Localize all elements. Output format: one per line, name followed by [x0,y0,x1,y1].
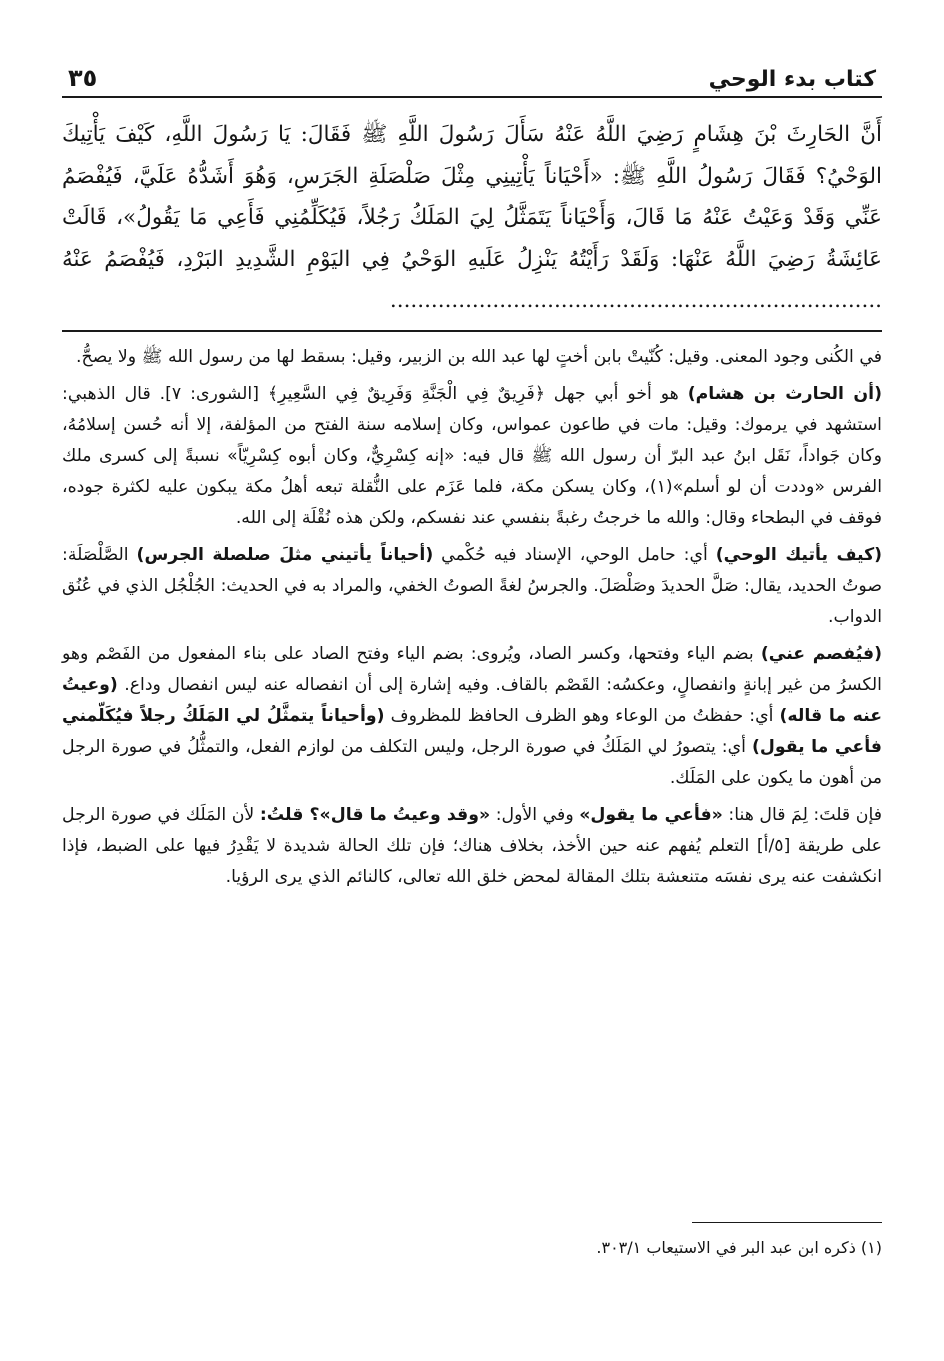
commentary-lemma: «فأعي ما يقول» [579,804,723,825]
commentary-text: لأن المَلَك في صورة الرجل على طريقة [٥/أ] التعلم يُفهم عنه حين الأخذ، بخلاف هناك؛ فإن تلك الحالة شديدة لا يَقْدِرُ فيها على الضبط، فإذا انكشفت عنه يرى نفسَه متنعشة بتلك المقالة لمحض خلق الله تعالى، كالنائم الذي يرى الرؤيا. [62,804,882,887]
footnote-divider [692,1222,882,1223]
commentary-text: أي: حامل الوحي، الإسناد فيه حُكْمي [433,544,716,565]
text-divider [62,330,882,332]
commentary [62,342,882,893]
page-header [62,44,882,98]
commentary-paragraph-2 [62,379,882,534]
commentary-lemma: «وقد وعيتُ ما قال»؟ قلتُ: [259,804,491,825]
commentary-lemma: (أحياناً يأتيني مثلَ صلصلة الجرس) [136,544,434,565]
commentary-paragraph-5 [62,800,882,893]
running-title: كتاب بدء الوحي [708,67,876,92]
commentary-paragraph-4 [62,639,882,794]
commentary-text: فإن قلتَ: لِمَ قال هنا: [722,804,882,825]
commentary-text: هو أخو أبي جهل ﴿فَرِيقٌ فِي الْجَنَّةِ وَفَرِيقٌ فِي السَّعِيرِ﴾ [الشورى: ٧]. قال الذهبي: استشهد في يرموك: وقيل: مات في طاعون عمواس، وكان إسلامه سنة الفتح من المؤلفة، إلا أنه حُسن إسلامُهُ، وكان جَواداً، نَقَل ابنُ عبد البرّ أن رسول الله ﷺ قال فيه: «إنه كِسْرِيٌّ، وكان أبوه كِسْرِيّاً» نسبةً إلى كسرى ملك الفرس «وددت أن لو أسلم»(١)، وكان يسكن مكة، فلما عَزَم على النُّقلة تبعه أهلُ مكة يبكون عليه لكثرة جوده، فوقف في البطحاء وقال: والله ما خرجتُ رغبةً بنفسي عند نفسكم، ولكن هذه نُقْلَة إلى الله. [62,383,883,528]
hadith-body: أَنَّ الحَارِثَ بْنَ هِشَامٍ رَضِيَ اللَّهُ عَنْهُ سَأَلَ رَسُولَ اللَّهِ ﷺ فَقَالَ: يَا رَسُولَ اللَّهِ، كَيْفَ يَأْتِيكَ الوَحْيُ؟ فَقَالَ رَسُولُ اللَّهِ ﷺ: «أَحْيَاناً يَأْتِينِي مِثْلَ صَلْصَلَةِ الجَرَسِ، وَهُوَ أَشَدُّهُ عَلَيَّ، فَيُفْصَمُ عَنِّي وَقَدْ وَعَيْتُ عَنْهُ مَا قَالَ، وَأَحْيَاناً يَتَمَثَّلُ لِيَ المَلَكُ رَجُلاً، فَيُكَلِّمُنِي فَأَعِي مَا يَقُولُ»، قَالَتْ عَائِشَةُ رَضِيَ اللَّهُ عَنْهَا: وَلَقَدْ رَأَيْتُهُ يَنْزِلُ عَلَيهِ الوَحْيُ فِي اليَوْمِ الشَّدِيدِ البَرْدِ، فَيُفْصَمُ عَنْهُ [62,122,882,272]
commentary-paragraph-1 [62,342,882,373]
commentary-text: أي: حفظتُ من الوعاء وهو الظرف الحافظ للمظروف [384,705,780,726]
commentary-text: وفي الأول: [490,804,580,825]
commentary-text: في الكُنى وجود المعنى. وقيل: كُنّيتْ بابن أختٍ لها عبد الله بن الزبير، وقيل: بسقط لها من رسول الله ﷺ ولا يصحُّ. [76,346,882,367]
commentary-lemma: (فيُفصم عني) [760,643,883,664]
footnote: (١) ذكره ابن عبد البر في الاستيعاب ٣٠٣/١. [596,1238,882,1257]
hadith-text [62,114,882,322]
hadith-ellipsis: ........................................................................ [389,288,882,313]
commentary-lemma: (وأحياناً يتمثَّلُ لي المَلَكُ رجلاً فيُكَلّمني فأعي ما يقول) [62,705,882,757]
commentary-paragraph-3 [62,540,882,633]
page-number: ٣٥ [68,64,98,92]
commentary-text: الصَّلْصَلَة: صوتُ الحديد، يقال: صَلَّ الحديدَ وصَلْصَلَ. والجرسُ لغةً الصوتُ الخفي، والمراد به في الحديث: الجُلْجُل الذي في عُنُق الدواب. [62,544,882,627]
commentary-lemma: (أن الحارث بن هشام) [687,383,883,404]
commentary-text: أي: يتصورُ لي المَلَكُ في صورة الرجل، وليس التكلف من لوازم الفعل، والتمثُّلُ في صورة الرجل من أهون ما يكون على المَلَك. [62,736,882,788]
commentary-lemma: (كيف يأتيك الوحي) [715,544,883,565]
commentary-lemma: (وعيتُ عنه ما قاله) [62,674,882,726]
commentary-text: بضم الياء وفتحها، وكسر الصاد، ويُروى: بضم الياء وفتح الصاد على بناء المفعول من الفَصْم وهو الكسرُ من غير إبانةٍ وانفصالٍ، وعكسُه: القَصْم بالقاف. وفيه إشارة إلى أن انفصاله عنه ليس انفصال وداع. [62,643,882,695]
